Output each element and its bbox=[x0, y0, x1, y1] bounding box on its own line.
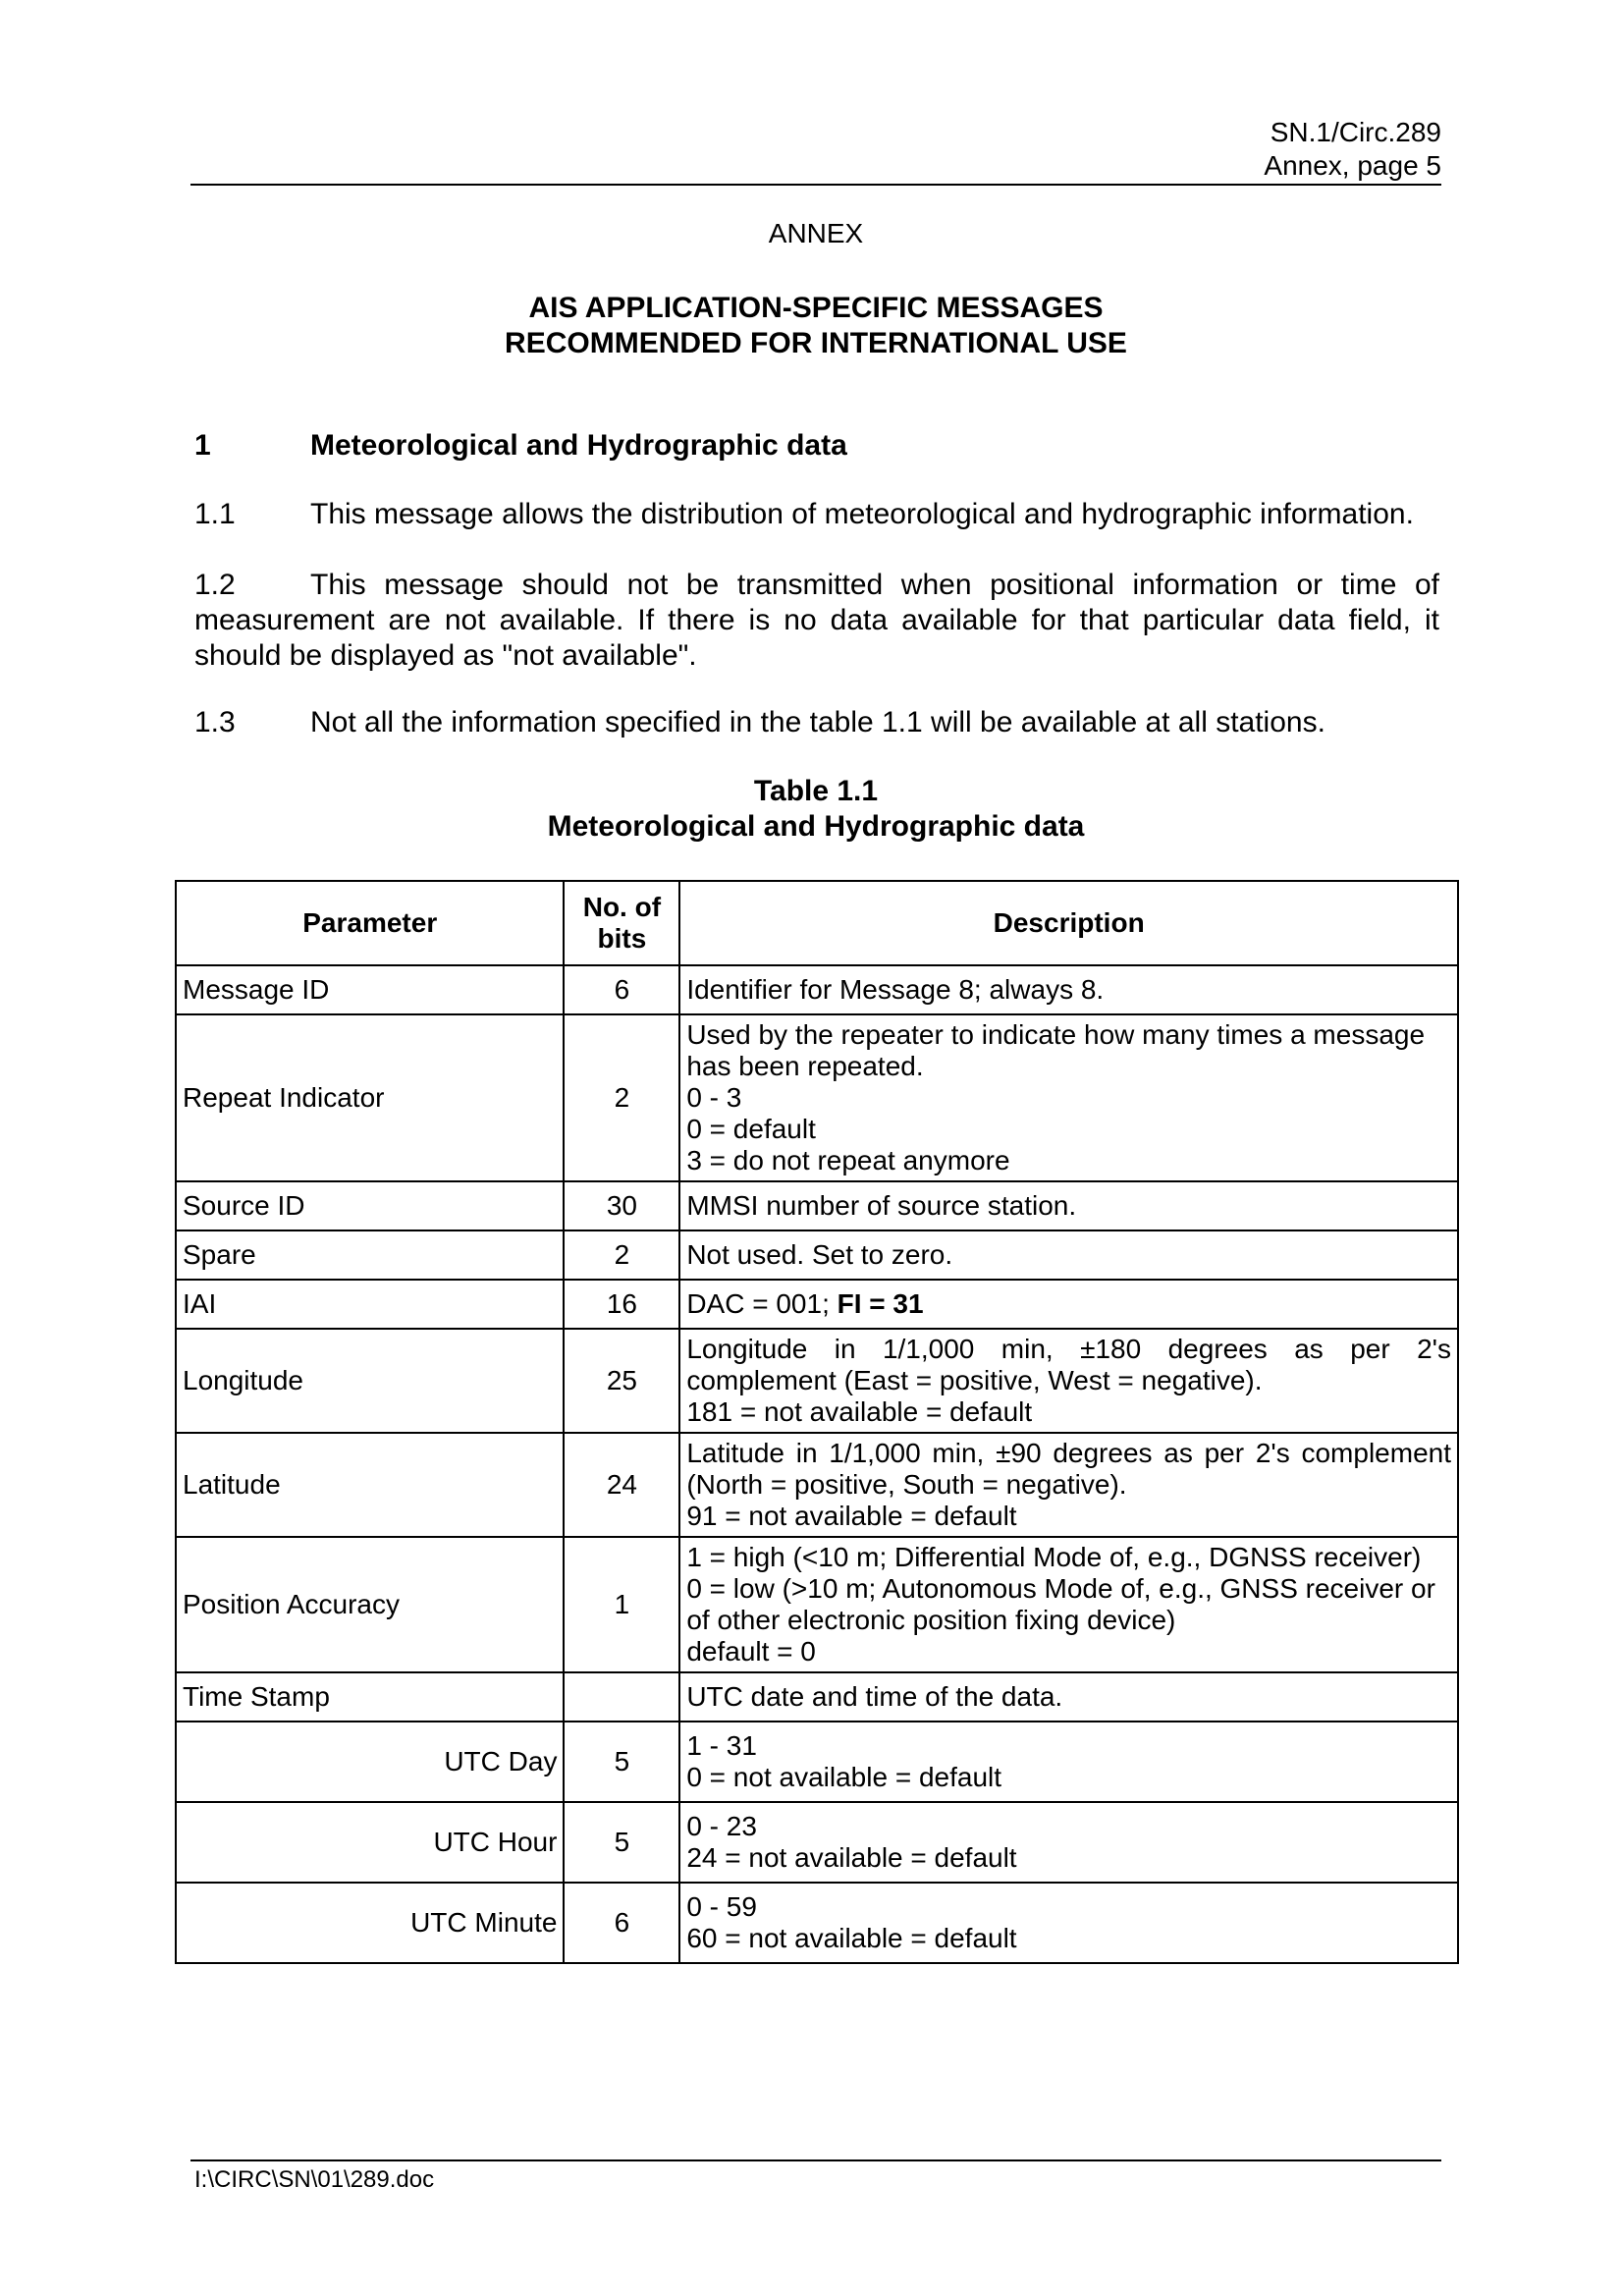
description-prefix: DAC = 001; bbox=[686, 1288, 838, 1319]
paragraph-number: 1.3 bbox=[194, 706, 236, 738]
cell-bits: 1 bbox=[564, 1537, 679, 1672]
table-header-row bbox=[176, 881, 1458, 965]
section-title: Meteorological and Hydrographic data bbox=[310, 429, 847, 462]
cell-parameter: UTC Hour bbox=[176, 1802, 564, 1883]
table-row bbox=[176, 1672, 1458, 1722]
cell-bits: 6 bbox=[564, 1883, 679, 1963]
header-bits: No. of bits bbox=[564, 881, 679, 965]
cell-parameter: IAI bbox=[176, 1280, 564, 1329]
footer-file-path: I:\CIRC\SN\01\289.doc bbox=[194, 2166, 435, 2193]
cell-description: Not used. Set to zero. bbox=[679, 1230, 1458, 1280]
cell-parameter: Repeat Indicator bbox=[176, 1014, 564, 1181]
paragraph-text: Not all the information specified in the table 1.1 will be available at all stations. bbox=[310, 706, 1325, 738]
document-title bbox=[190, 291, 1441, 361]
title-line-2: RECOMMENDED FOR INTERNATIONAL USE bbox=[505, 327, 1127, 359]
table-row bbox=[176, 1280, 1458, 1329]
cell-description: 1 - 31 0 = not available = default bbox=[679, 1722, 1458, 1802]
cell-bits: 24 bbox=[564, 1433, 679, 1537]
table-row bbox=[176, 1722, 1458, 1802]
cell-description: MMSI number of source station. bbox=[679, 1181, 1458, 1230]
cell-parameter: Longitude bbox=[176, 1329, 564, 1433]
table-row bbox=[176, 1181, 1458, 1230]
header-description: Description bbox=[679, 881, 1458, 965]
cell-description: Identifier for Message 8; always 8. bbox=[679, 965, 1458, 1014]
table-row bbox=[176, 1230, 1458, 1280]
cell-description bbox=[679, 1280, 1458, 1329]
cell-parameter: Time Stamp bbox=[176, 1672, 564, 1722]
header-rule bbox=[190, 184, 1441, 186]
cell-description: 1 = high (<10 m; Differential Mode of, e.g., DGNSS receiver) 0 = low (>10 m; Autonomous Mode of, e.g., GNSS receiver or of other electronic position fixing device) default = 0 bbox=[679, 1537, 1458, 1672]
cell-bits: 2 bbox=[564, 1014, 679, 1181]
paragraph-text: This message should not be transmitted when positional information or time of measurement are not available. If there is no data available for that particular data field, it should be displayed as "not available". bbox=[194, 569, 1439, 672]
table-row bbox=[176, 1537, 1458, 1672]
cell-bits: 2 bbox=[564, 1230, 679, 1280]
cell-bits: 25 bbox=[564, 1329, 679, 1433]
cell-description: 0 - 59 60 = not available = default bbox=[679, 1883, 1458, 1963]
page-header bbox=[1264, 116, 1441, 183]
paragraph-number: 1.2 bbox=[194, 569, 236, 601]
cell-parameter: UTC Minute bbox=[176, 1883, 564, 1963]
table-row bbox=[176, 1802, 1458, 1883]
section-number: 1 bbox=[194, 429, 211, 462]
cell-description: Longitude in 1/1,000 min, ±180 degrees as per 2's complement (East = positive, West = negative). 181 = not available = default bbox=[679, 1329, 1458, 1433]
paragraph-1-2 bbox=[194, 568, 1439, 674]
cell-parameter: UTC Day bbox=[176, 1722, 564, 1802]
cell-parameter: Message ID bbox=[176, 965, 564, 1014]
table-caption bbox=[190, 774, 1441, 845]
cell-bits bbox=[564, 1672, 679, 1722]
cell-parameter: Spare bbox=[176, 1230, 564, 1280]
cell-parameter: Source ID bbox=[176, 1181, 564, 1230]
cell-description: UTC date and time of the data. bbox=[679, 1672, 1458, 1722]
title-line-1: AIS APPLICATION-SPECIFIC MESSAGES bbox=[528, 292, 1104, 324]
paragraph-1-3 bbox=[194, 705, 1439, 740]
table-row bbox=[176, 1433, 1458, 1537]
page-number: Annex, page 5 bbox=[1264, 150, 1441, 181]
table-row bbox=[176, 1014, 1458, 1181]
section-heading bbox=[194, 428, 1439, 464]
table-row bbox=[176, 1883, 1458, 1963]
cell-description: 0 - 23 24 = not available = default bbox=[679, 1802, 1458, 1883]
paragraph-text: This message allows the distribution of meteorological and hydrographic information. bbox=[310, 498, 1414, 530]
cell-description: Used by the repeater to indicate how many times a message has been repeated. 0 - 3 0 = default 3 = do not repeat anymore bbox=[679, 1014, 1458, 1181]
document-reference: SN.1/Circ.289 bbox=[1270, 117, 1441, 147]
cell-bits: 5 bbox=[564, 1802, 679, 1883]
data-table bbox=[175, 880, 1459, 1964]
cell-parameter: Position Accuracy bbox=[176, 1537, 564, 1672]
header-parameter: Parameter bbox=[176, 881, 564, 965]
cell-description: Latitude in 1/1,000 min, ±90 degrees as per 2's complement (North = positive, South = negative). 91 = not available = default bbox=[679, 1433, 1458, 1537]
cell-bits: 5 bbox=[564, 1722, 679, 1802]
cell-parameter: Latitude bbox=[176, 1433, 564, 1537]
annex-label: ANNEX bbox=[768, 218, 864, 248]
cell-bits: 16 bbox=[564, 1280, 679, 1329]
paragraph-1-1 bbox=[194, 497, 1439, 532]
cell-bits: 30 bbox=[564, 1181, 679, 1230]
table-row bbox=[176, 1329, 1458, 1433]
description-bold: FI = 31 bbox=[837, 1288, 924, 1319]
paragraph-number: 1.1 bbox=[194, 498, 236, 530]
table-number: Table 1.1 bbox=[753, 775, 879, 807]
table-title: Meteorological and Hydrographic data bbox=[547, 810, 1085, 843]
table-row bbox=[176, 965, 1458, 1014]
cell-bits: 6 bbox=[564, 965, 679, 1014]
footer-rule bbox=[190, 2159, 1441, 2161]
